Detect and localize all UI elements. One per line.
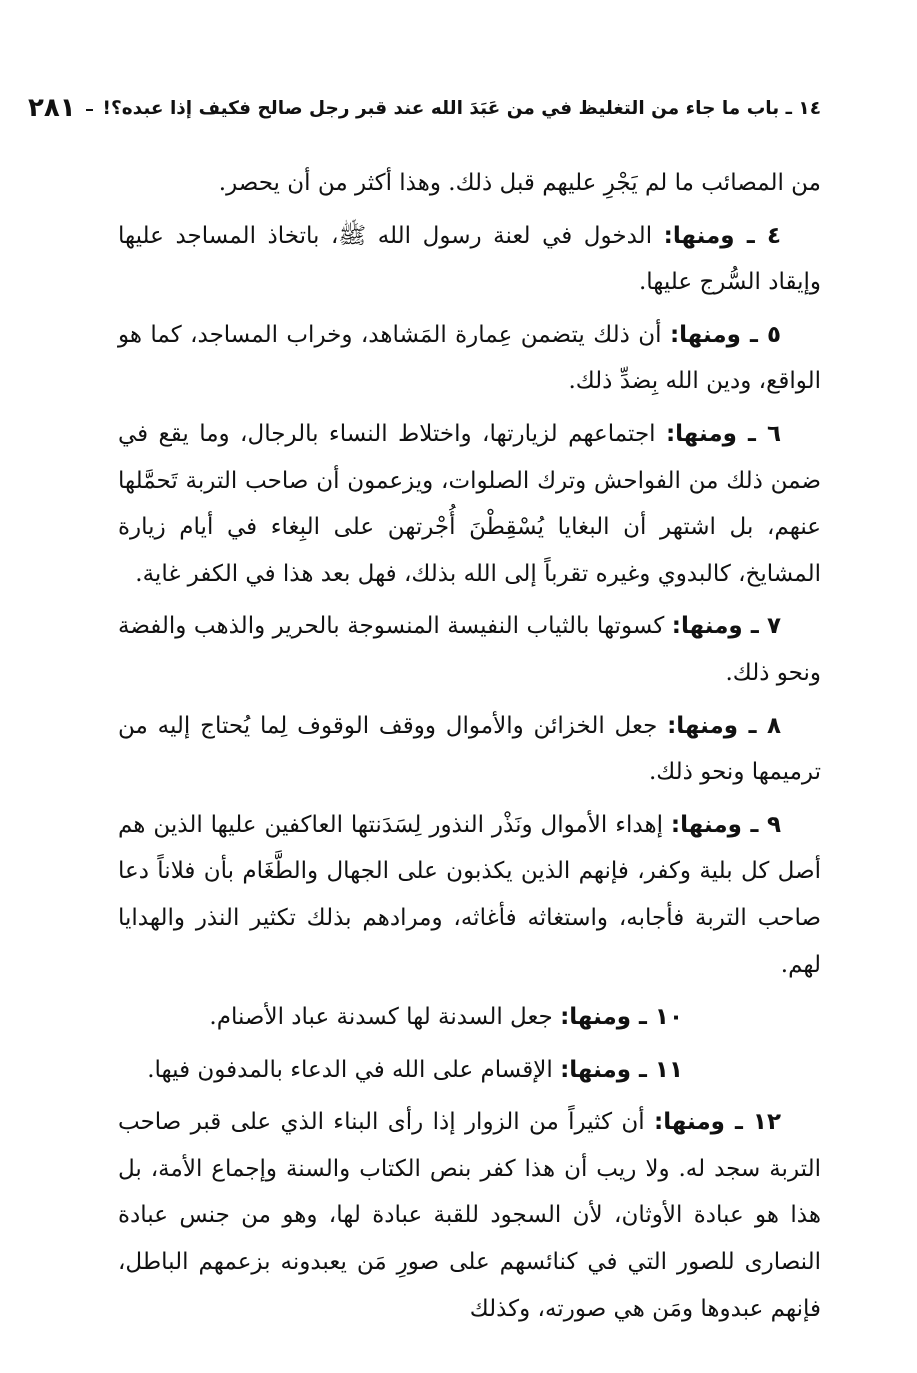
paragraph-item-12 (118, 1099, 821, 1332)
item-lead: ١٢ ـ ومنها: (654, 1109, 781, 1136)
item-lead: ٤ ـ ومنها: (663, 222, 781, 249)
paragraph-text: أن كثيراً من الزوار إذا رأى البناء الذي على قبر صاحب التربة سجد له. ولا ريب أن هذا كفر بنص الكتاب والسنة وإجماع الأمة، بل هذا هو عبادة الأوثان، لأن السجود للقبة عبادة لها، وهو من جنس عبادة النصارى للصور التي في كنائسهم على صورِ مَن يعبدونه بزعمهم الباطل، فإنهم عبدوها ومَن هي صورته، وكذلك (118, 1109, 821, 1322)
paragraph-text: الدخول في لعنة رسول الله ﷺ، باتخاذ المساجد عليها وإيقاد السُّرج عليها. (118, 222, 821, 296)
page-number: ٢٨١ (28, 93, 76, 123)
paragraph-item-10 (118, 994, 821, 1041)
running-title: ١٤ ـ باب ما جاء من التغليظ في من عَبَدَ الله عند قبر رجل صالح فكيف إذا عبده؟! (102, 97, 821, 119)
paragraph-text: جعل الخزائن والأموال ووقف الوقوف لِما يُحتاج إليه من ترميمها ونحو ذلك. (118, 712, 821, 786)
item-lead: ٥ ـ ومنها: (669, 321, 781, 348)
item-lead: ١٠ ـ ومنها: (560, 1004, 683, 1031)
paragraph-text: الإقسام على الله في الدعاء بالمدفون فيها. (147, 1056, 561, 1083)
paragraph-text: من المصائب ما لم يَجْرِ عليهم قبل ذلك. وهذا أكثر من أن يحصر. (218, 170, 821, 196)
paragraph-item-5 (118, 312, 821, 405)
paragraph-text: اجتماعهم لزيارتها، واختلاط النساء بالرجال، وما يقع في ضمن ذلك من الفواحش وترك الصلوات، ويزعمون أن صاحب التربة تَحمَّلها عنهم، بل اشتهر أن البغايا يُسْقِطْنَ أُجْرتهن على البِغاء في أيام زيارة المشايخ، كالبدوي وغيره تقرباً إلى الله بذلك، فهل بعد هذا في الكفر غاية. (118, 420, 821, 587)
paragraph-item-8 (118, 703, 821, 796)
header-rule (86, 109, 93, 111)
main-text (118, 160, 821, 1338)
paragraph-continuation (118, 160, 821, 207)
paragraph-item-6 (118, 411, 821, 597)
paragraph-text: جعل السدنة لها كسدنة عباد الأصنام. (209, 1004, 561, 1031)
paragraph-item-9 (118, 802, 821, 988)
paragraph-item-7 (118, 603, 821, 696)
item-lead: ٦ ـ ومنها: (665, 420, 782, 447)
paragraph-item-4 (118, 213, 821, 306)
item-lead: ٧ ـ ومنها: (671, 613, 781, 640)
paragraph-text: إهداء الأموال ونَذْر النذور لِسَدَنتها العاكفين عليها الذين هم أصل كل بلية وكفر، فإنهم الذين يكذبون على الجهال والطَّغَام بأن فلاناً دعا صاحب التربة فأجابه، واستغاثه فأغاثه، ومرادهم بذلك تكثير النذر والهدايا لهم. (118, 811, 821, 978)
paragraph-text: أن ذلك يتضمن عِمارة المَشاهد، وخراب المساجد، كما هو الواقع، ودين الله بِضدِّ ذلك. (118, 321, 821, 395)
paragraph-item-11 (118, 1047, 821, 1094)
item-lead: ٨ ـ ومنها: (667, 712, 781, 739)
item-lead: ٩ ـ ومنها: (670, 811, 781, 838)
item-lead: ١١ ـ ومنها: (560, 1056, 683, 1083)
paragraph-text: كسوتها بالثياب النفيسة المنسوجة بالحرير والذهب والفضة ونحو ذلك. (118, 613, 821, 686)
page-header (28, 88, 821, 128)
